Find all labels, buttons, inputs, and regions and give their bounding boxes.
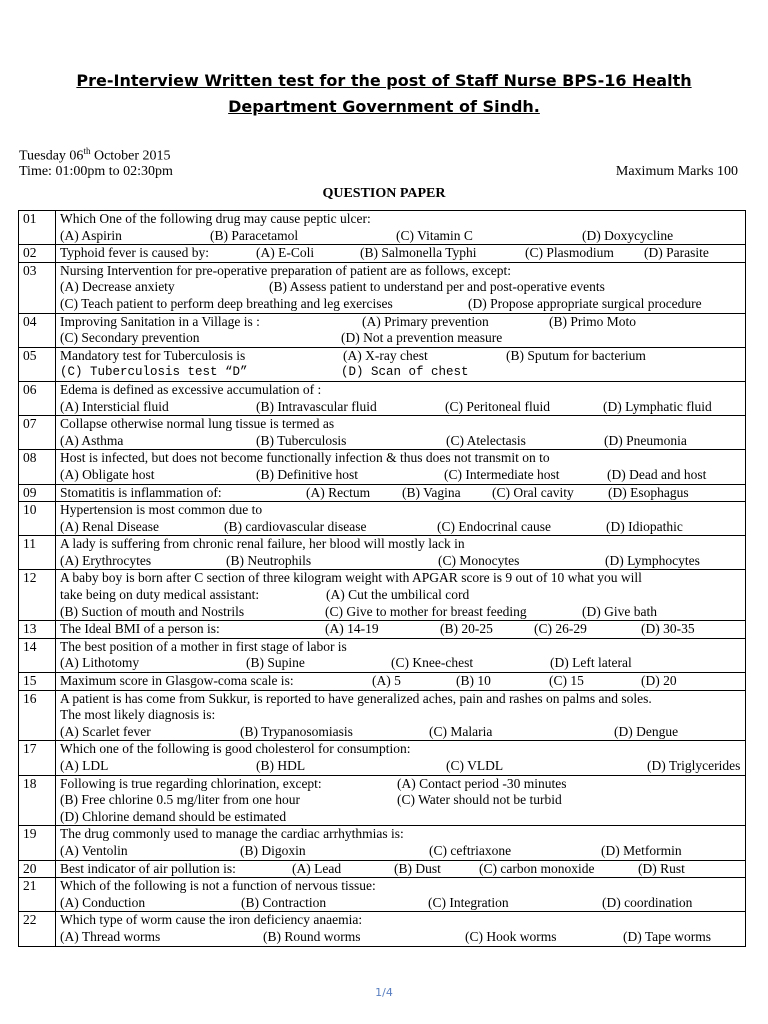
question-text: A patient is has come from Sukkur, is reported to have generalized aches, pain and rashes on palms and soles. [60,690,652,706]
question-content [56,570,746,621]
answer-option: (C) Teach patient to perform deep breathing and leg exercises [60,295,393,311]
question-text: Following is true regarding chlorination, except: [60,775,322,791]
question-text: Best indicator of air pollution is: [60,860,236,876]
question-content [56,381,746,415]
answer-option: (B) Tuberculosis [256,432,347,448]
question-options-line [60,228,743,245]
question-options-line [60,279,743,296]
question-number: 08 [19,450,56,484]
question-row [19,690,746,741]
question-number: 19 [19,826,56,860]
question-row [19,262,746,313]
answer-option: (A) Intersticial fluid [60,398,169,414]
question-content [56,450,746,484]
answer-option: (C) Tuberculosis test “D” [60,365,248,380]
answer-option: (B) Dust [394,860,441,876]
question-content [56,826,746,860]
question-text: Edema is defined as excessive accumulation of : [60,381,322,397]
question-options-line [60,843,743,860]
answer-option: (A) Primary prevention [362,313,489,329]
question-text: Hypertension is most common due to [60,502,263,518]
question-content [56,536,746,570]
question-options-line [60,655,743,672]
question-stem-line [60,502,743,519]
answer-option: (B) Salmonella Typhi [360,245,477,261]
question-options-line [60,330,743,347]
answer-option: (D) Parasite [644,245,709,261]
answer-option: (B) Paracetamol [210,227,299,243]
question-number: 12 [19,570,56,621]
answer-option: (B) Intravascular fluid [256,398,377,414]
answer-option: (D) 20 [641,673,677,689]
answer-option: (D) Lymphocytes [605,552,700,568]
answer-option: (A) LDL [60,758,109,773]
question-content [56,621,746,639]
answer-option: (C) Intermediate host [444,466,560,482]
answer-option: (A) Thread worms [60,928,161,944]
answer-option: (B) Vagina [402,484,461,500]
question-stem-line [60,245,743,262]
answer-option: (A) Lithotomy [60,655,140,671]
document-title-line-2: Department Government of Sindh. [228,97,540,116]
question-stem-line [60,691,743,708]
question-options-line [60,399,743,416]
question-number: 01 [19,211,56,245]
question-stem-line [60,741,743,758]
question-row [19,502,746,536]
question-row [19,673,746,691]
answer-option: (C) Atelectasis [446,432,526,448]
question-content [56,690,746,741]
question-options-line [60,792,743,809]
answer-option: (A) 14-19 [325,621,379,637]
answer-option: (D) Esophagus [608,484,689,500]
question-text: Typhoid fever is caused by: [60,245,210,261]
date-ordinal: th [83,146,91,156]
answer-option: (C) Vitamin C [396,227,473,243]
question-content [56,245,746,263]
question-row [19,381,746,415]
question-content [56,211,746,245]
answer-option: (B) Free chlorine 0.5 mg/liter from one hour [60,792,300,808]
question-stem-line [60,416,743,433]
question-row [19,484,746,502]
question-options-line [60,707,743,724]
answer-option: (D) Doxycycline [582,227,674,243]
answer-option: (A) 5 [372,673,401,689]
question-text: Nursing Intervention for pre-operative preparation of patient are as follows, except: [60,262,511,278]
question-content [56,673,746,691]
question-stem-line [60,673,743,690]
answer-option: (C) 15 [549,673,584,689]
answer-option: (B) Round worms [263,928,361,944]
question-number: 07 [19,416,56,450]
answer-option: (D) Give bath [582,603,657,619]
question-row [19,912,746,946]
question-text: The most likely diagnosis is: [60,707,216,723]
question-stem-line [60,570,743,587]
question-row [19,878,746,912]
answer-option: (A) Ventolin [60,842,128,858]
answer-option: (D) Dengue [614,723,679,739]
date-prefix: Tuesday 06 [19,148,84,164]
answer-option: (A) Obligate host [60,466,155,482]
question-number: 17 [19,741,56,775]
answer-option: (C) Hook worms [465,928,557,944]
question-stem-line [60,776,743,793]
question-stem-line [60,621,743,638]
answer-option: (B) Assess patient to understand per and post-operative events [269,279,605,295]
maximum-marks: Maximum Marks 100 [615,164,738,179]
question-options-line [60,895,743,912]
answer-option: (D) Idiopathic [606,518,683,534]
question-text: Improving Sanitation in a Village is : [60,313,260,329]
question-stem-line [60,314,743,331]
answer-option: (B) Suction of mouth and Nostrils [60,603,245,619]
question-row [19,860,746,878]
question-stem-line [60,211,743,228]
answer-option: (B) Trypanosomiasis [240,723,353,739]
question-number: 06 [19,381,56,415]
answer-option: (A) Decrease anxiety [60,279,175,295]
answer-option: (D) Propose appropriate surgical procedure [468,295,702,311]
question-content [56,347,746,381]
question-row [19,450,746,484]
answer-option: (D) Rust [638,860,685,876]
answer-option: (C) Give to mother for breast feeding [325,603,527,619]
answer-option: (D) Not a prevention measure [341,330,503,346]
question-number: 11 [19,536,56,570]
answer-option: (B) HDL [256,758,306,773]
question-content [56,638,746,672]
answer-option: (D) 30-35 [641,621,695,637]
answer-option: (C) Integration [428,894,509,910]
question-text: Which one of the following is good cholesterol for consumption: [60,741,411,757]
answer-option: (C) Secondary prevention [60,330,200,346]
question-stem-line [60,861,743,878]
date-suffix: October 2015 [90,148,171,164]
question-content [56,484,746,502]
question-content [56,878,746,912]
question-text: Collapse otherwise normal lung tissue is termed as [60,416,335,432]
answer-option: (A) Scarlet fever [60,723,151,739]
answer-option: (A) E-Coli [256,245,315,261]
answer-option: (C) Knee-chest [391,655,474,671]
answer-option: (C) ceftriaxone [429,842,512,858]
question-text: Which One of the following drug may cause peptic ulcer: [60,211,371,226]
question-row [19,245,746,263]
answer-option: (A) Cut the umbilical cord [326,587,470,603]
question-stem-line [60,536,743,553]
question-row [19,775,746,826]
answer-option: (A) Rectum [306,484,371,500]
question-options-line [60,364,743,381]
answer-option: (B) Contraction [241,894,327,910]
question-content [56,741,746,775]
answer-option: (D) Tape worms [623,928,712,944]
question-number: 15 [19,673,56,691]
question-row [19,211,746,245]
answer-option: (D) Pneumonia [604,432,687,448]
question-row [19,313,746,347]
questions-table [18,210,746,947]
answer-option: (B) Supine [246,655,305,671]
exam-date [19,146,171,165]
answer-option: (C) carbon monoxide [479,860,595,876]
answer-option: (C) VLDL [446,758,504,773]
question-content [56,262,746,313]
answer-option: (A) Erythrocytes [60,552,152,568]
question-text: A baby boy is born after C section of three kilogram weight with APGAR score is 9 out of 10 what you will [60,570,642,586]
question-number: 22 [19,912,56,946]
question-stem-line [60,485,743,502]
question-row [19,347,746,381]
question-options-line [60,587,743,604]
answer-option: (B) Digoxin [240,842,306,858]
question-options-line [60,724,743,741]
question-stem-line [60,878,743,895]
document-title-line-1: Pre-Interview Written test for the post of Staff Nurse BPS-16 Health [76,71,692,90]
question-row [19,741,746,775]
question-row [19,621,746,639]
question-options-line [60,519,743,536]
question-row [19,570,746,621]
question-stem-line [60,348,743,365]
question-number: 16 [19,690,56,741]
question-text: Stomatitis is inflammation of: [60,484,222,500]
answer-option: (D) Scan of chest [341,365,469,380]
answer-option: (C) Peritoneal fluid [445,398,550,414]
exam-time: Time: 01:00pm to 02:30pm [19,164,173,179]
question-stem-line [60,263,743,280]
question-text: The drug commonly used to manage the cardiac arrhythmias is: [60,826,404,842]
answer-option: (A) X-ray chest [343,347,428,363]
question-text: Mandatory test for Tuberculosis is [60,347,246,363]
question-text: The Ideal BMI of a person is: [60,621,220,637]
answer-option: (C) Endocrinal cause [437,518,551,534]
answer-option: (A) Conduction [60,894,146,910]
question-text: Which type of worm cause the iron deficiency anaemia: [60,912,363,928]
question-number: 03 [19,262,56,313]
question-number: 18 [19,775,56,826]
question-number: 14 [19,638,56,672]
page-indicator: 1/4 [375,986,393,999]
answer-option: (C) Monocytes [438,552,520,568]
answer-option: (D) Lymphatic fluid [603,398,712,414]
answer-option: (D) Triglycerides [647,758,741,773]
answer-option: (D) Chlorine demand should be estimated [60,808,287,824]
question-options-line [60,809,743,826]
question-stem-line [60,450,743,467]
question-options-line [60,758,743,775]
question-content [56,313,746,347]
question-content [56,416,746,450]
question-number: 10 [19,502,56,536]
question-number: 02 [19,245,56,263]
question-text: Which of the following is not a function of nervous tissue: [60,878,376,894]
answer-option: (A) Lead [292,860,342,876]
question-text: take being on duty medical assistant: [60,587,260,603]
question-number: 20 [19,860,56,878]
question-options-line [60,296,743,313]
question-content [56,502,746,536]
question-text: The best position of a mother in first stage of labor is [60,638,347,654]
answer-option: (A) Renal Disease [60,518,159,534]
question-stem-line [60,639,743,656]
question-options-line [60,929,743,946]
question-number: 04 [19,313,56,347]
question-stem-line [60,382,743,399]
answer-option: (C) Plasmodium [525,245,614,261]
answer-option: (B) Primo Moto [549,313,637,329]
answer-option: (C) Water should not be turbid [397,792,562,808]
question-number: 09 [19,484,56,502]
answer-option: (D) Metformin [601,842,682,858]
question-stem-line [60,826,743,843]
question-content [56,775,746,826]
questions-body [19,211,746,947]
answer-option: (A) Asthma [60,432,124,448]
question-content [56,860,746,878]
question-text: Host is infected, but does not become functionally infection & thus does not transmit on to [60,450,550,466]
question-text: A lady is suffering from chronic renal failure, her blood will mostly lack in [60,536,465,552]
question-number: 13 [19,621,56,639]
answer-option: (B) Definitive host [256,466,358,482]
question-row [19,536,746,570]
answer-option: (D) coordination [602,894,693,910]
answer-option: (B) cardiovascular disease [224,518,367,534]
answer-option: (D) Dead and host [607,466,707,482]
question-options-line [60,433,743,450]
question-number: 21 [19,878,56,912]
question-number: 05 [19,347,56,381]
answer-option: (A) Aspirin [60,227,122,243]
question-row [19,638,746,672]
question-options-line [60,553,743,570]
question-text: Maximum score in Glasgow-coma scale is: [60,673,294,689]
answer-option: (B) 10 [456,673,491,689]
question-row [19,826,746,860]
answer-option: (C) Malaria [429,723,493,739]
answer-option: (C) 26-29 [534,621,587,637]
question-paper-heading: QUESTION PAPER [322,186,446,201]
answer-option: (B) Sputum for bacterium [506,347,646,363]
answer-option: (B) Neutrophils [226,552,312,568]
answer-option: (C) Oral cavity [492,484,574,500]
question-options-line [60,467,743,484]
question-stem-line [60,912,743,929]
answer-option: (B) 20-25 [440,621,493,637]
question-content [56,912,746,946]
answer-option: (D) Left lateral [550,655,632,671]
question-options-line [60,604,743,621]
question-row [19,416,746,450]
answer-option: (A) Contact period -30 minutes [397,775,567,791]
